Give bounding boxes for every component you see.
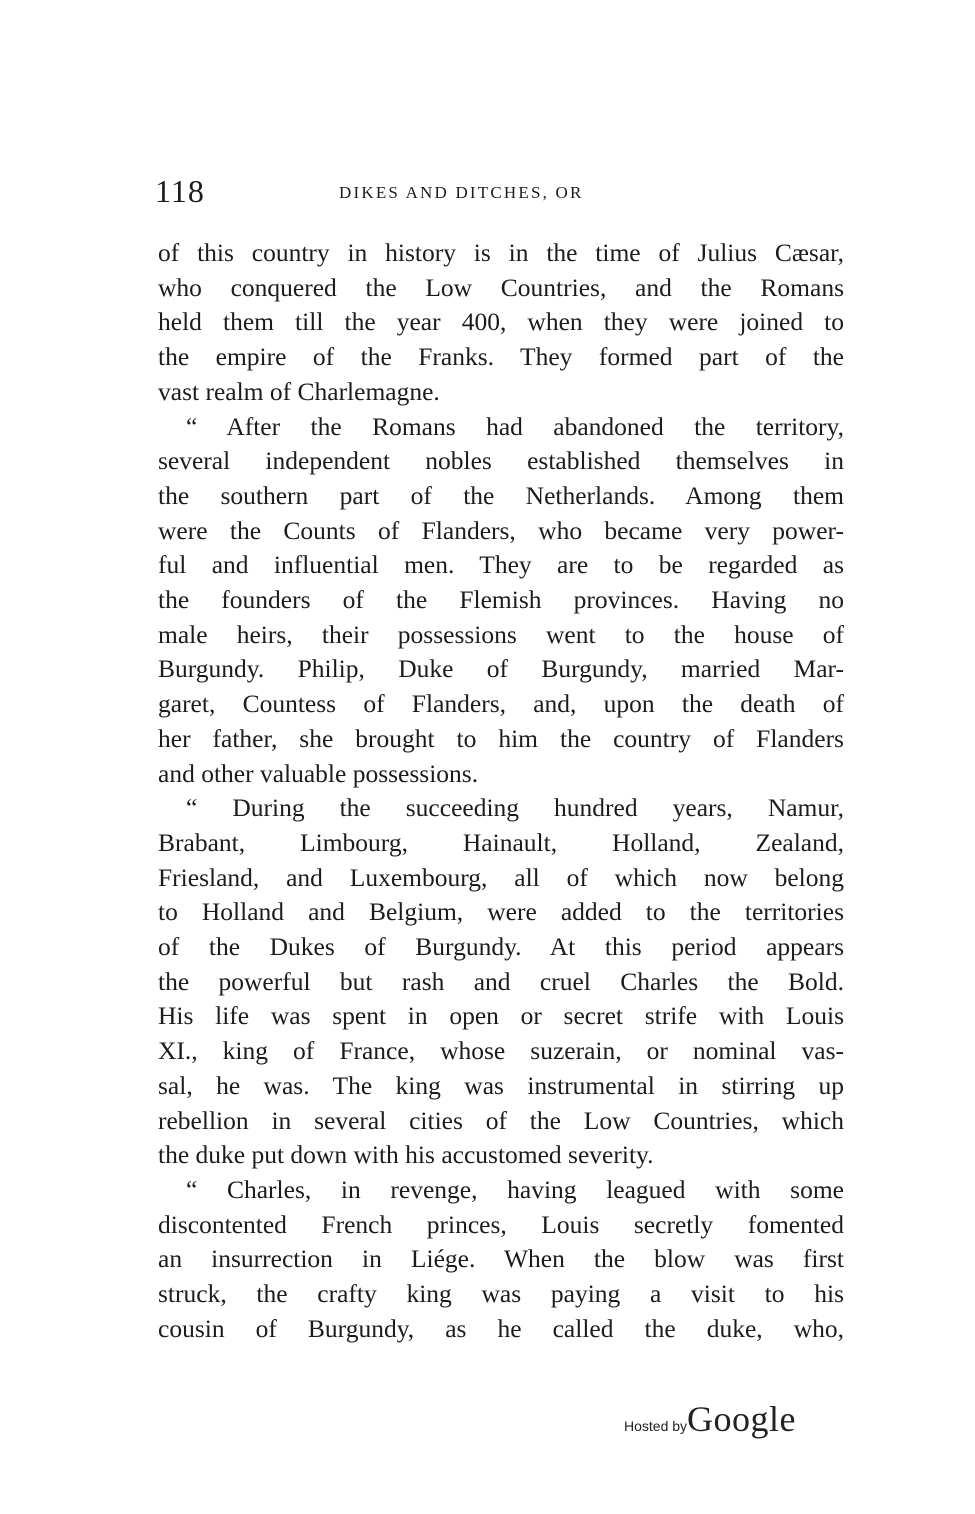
text-line: several independent nobles established themselves in	[158, 446, 844, 476]
text-line: her father, she brought to him the country of Flanders	[158, 723, 844, 753]
text-line: sal, he was. The king was instrumental in stirring up	[158, 1070, 844, 1100]
paragraph	[158, 236, 844, 410]
text-line: male heirs, their possessions went to the house of	[158, 619, 844, 649]
text-line: Friesland, and Luxembourg, all of which now belong	[158, 862, 844, 892]
text-line: struck, the crafty king was paying a visit to his	[158, 1279, 844, 1309]
text-line: “ Charles, in revenge, having leagued with some	[186, 1174, 844, 1204]
text-line: the empire of the Franks. They formed part of the	[158, 342, 844, 372]
text-line: His life was spent in open or secret strife with Louis	[158, 1001, 844, 1031]
text-line: the southern part of the Netherlands. Among them	[158, 480, 844, 510]
running-title: DIKES AND DITCHES, OR	[339, 183, 584, 202]
text-line: the powerful but rash and cruel Charles the Bold.	[158, 966, 844, 996]
text-line: of this country in history is in the time of Julius Cæsar,	[158, 238, 844, 267]
text-line: the founders of the Flemish provinces. Having no	[158, 585, 844, 615]
text-line: Brabant, Limbourg, Hainault, Holland, Zealand,	[158, 827, 844, 857]
paragraph	[158, 1173, 844, 1347]
hosted-by-google-watermark	[624, 1398, 854, 1442]
hosted-by-label: Hosted by	[624, 1418, 688, 1434]
text-line: discontented French princes, Louis secretly fomented	[158, 1209, 844, 1239]
text-line: cousin of Burgundy, as he called the duke, who,	[158, 1313, 844, 1343]
text-line: “ During the succeeding hundred years, Namur,	[186, 793, 844, 823]
text-line: XI., king of France, whose suzerain, or nominal vas-	[158, 1036, 844, 1066]
text-line: garet, Countess of Flanders, and, upon the death of	[158, 689, 844, 719]
paragraph	[158, 791, 844, 1173]
text-line: of the Dukes of Burgundy. At this period appears	[158, 932, 844, 962]
text-line: and other valuable possessions.	[158, 758, 479, 788]
text-line: were the Counts of Flanders, who became very power-	[158, 515, 844, 545]
text-line: ful and influential men. They are to be regarded as	[158, 550, 844, 580]
text-line: Burgundy. Philip, Duke of Burgundy, married Mar-	[158, 654, 844, 684]
text-line: “ After the Romans had abandoned the territory,	[186, 411, 844, 441]
text-line: rebellion in several cities of the Low Countries, which	[158, 1105, 844, 1135]
body-text	[158, 236, 844, 1347]
text-line: the duke put down with his accustomed severity.	[158, 1140, 654, 1170]
text-line: to Holland and Belgium, were added to the territories	[158, 897, 844, 927]
page-number: 118	[155, 173, 205, 209]
text-line: an insurrection in Liége. When the blow was first	[158, 1244, 844, 1274]
running-head	[155, 173, 845, 209]
google-logo: Google	[687, 1399, 797, 1439]
paragraph	[158, 410, 844, 792]
text-line: vast realm of Charlemagne.	[158, 376, 440, 406]
text-line: held them till the year 400, when they were joined to	[158, 307, 844, 337]
text-line: who conquered the Low Countries, and the Romans	[158, 272, 844, 302]
